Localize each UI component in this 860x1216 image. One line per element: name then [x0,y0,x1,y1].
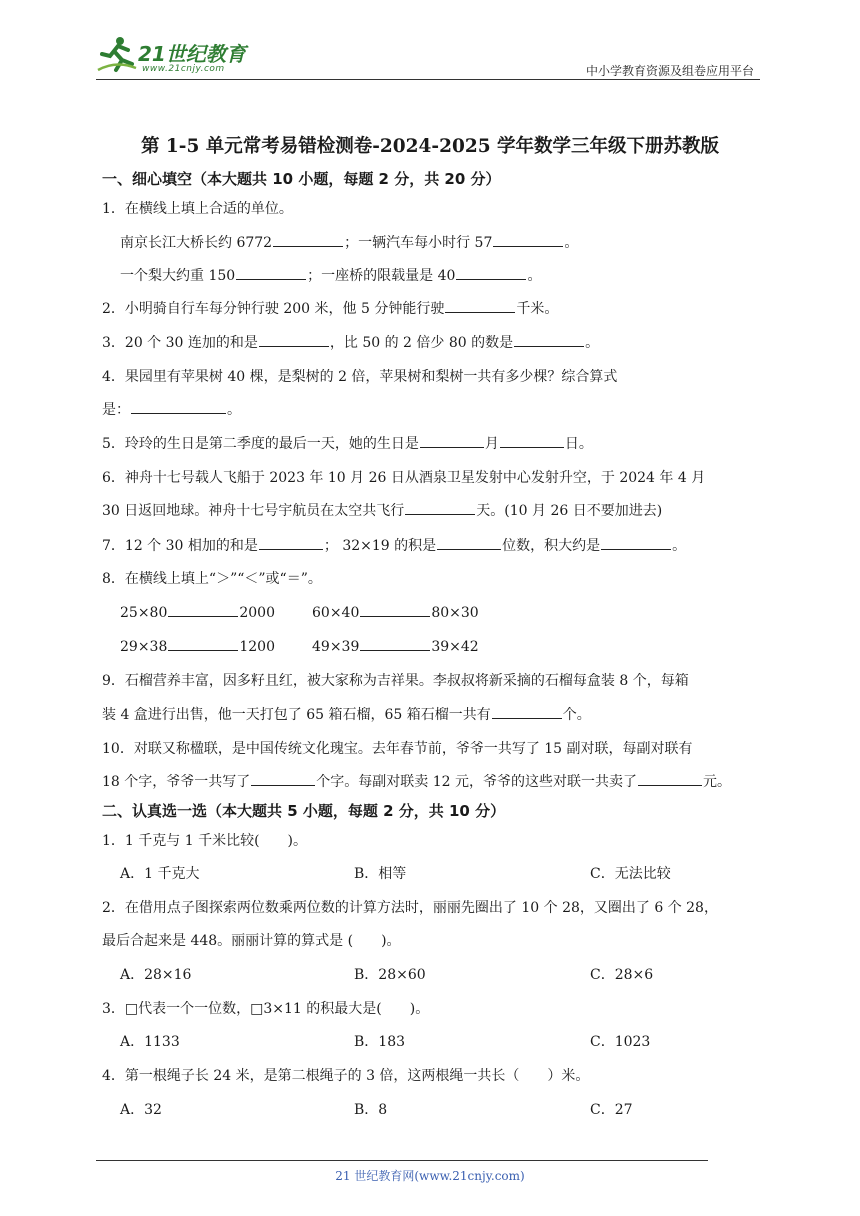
footer-link[interactable]: 21 世纪教育网(www.21cnjy.com) [335,1169,525,1183]
q2-3-stem: 3．□代表一个一位数，□3×11 的积最大是( )。 [102,1001,430,1017]
q2-2-line2: 最后合起来是 448。丽丽计算的算式是 ( )。 [102,933,401,949]
answer-blank[interactable] [168,602,238,617]
answer-blank[interactable] [514,332,584,347]
q2-3-option-c[interactable]: C．1023 [590,1034,651,1050]
q1-4-answer: 是： 。 [102,399,241,419]
q2-1-stem: 1．1 千克与 1 千米比较( )。 [102,833,307,849]
q1-7: 7．12 个 30 相加的和是 ； 32×19 的积是 位数，积大约是 。 [102,535,686,555]
q2-1-option-c[interactable]: C．无法比较 [590,866,671,882]
logo [96,34,266,78]
answer-blank[interactable] [273,232,343,247]
footer-divider [96,1160,708,1161]
q2-2-option-c[interactable]: C．28×6 [590,967,654,983]
answer-blank[interactable] [492,704,562,719]
q2-3-option-a[interactable]: A．1133 [120,1034,180,1050]
section-1-heading: 一、细心填空（本大题共 10 小题，每题 2 分，共 20 分） [102,170,501,188]
answer-blank[interactable] [405,500,475,515]
q1-2: 2．小明骑自行车每分钟行驶 200 米，他 5 分钟能行驶 千米。 [102,298,558,318]
q2-3-option-b[interactable]: B．183 [354,1034,406,1050]
answer-blank[interactable] [420,433,484,448]
q1-1-line2: 一个梨大约重 150 ；一座桥的限载量是 40 。 [120,265,541,285]
answer-blank[interactable] [493,232,563,247]
page-header [96,32,760,78]
answer-blank[interactable] [456,265,526,280]
q1-1-line1: 南京长江大桥长约 6772 ；一辆汽车每小时行 57 。 [120,232,578,252]
q1-9-line1: 9．石榴营养丰富，因多籽且红，被大家称为吉祥果。李叔叔将新采摘的石榴每盒装 8 个，每箱 [102,673,689,689]
q1-10-line1: 10．对联又称楹联，是中国传统文化瑰宝。去年春节前，爷爷一共写了 15 副对联，每副对联有 [102,741,693,757]
answer-blank[interactable] [601,535,671,550]
q1-8-row1b: 60×40 80×30 [312,602,479,621]
answer-blank[interactable] [445,298,515,313]
q2-2-line1: 2．在借用点子图探索两位数乘两位数的计算方法时，丽丽先圈出了 10 个 28，又圈出了 6 个 28， [102,900,718,916]
answer-blank[interactable] [131,399,226,414]
q1-6-line1: 6．神舟十七号载人飞船于 2023 年 10 月 26 日从酒泉卫星发射中心发射升空，于 2024 年 4 月 [102,470,706,486]
answer-blank[interactable] [259,332,329,347]
page-title: 第 1-5 单元常考易错检测卷-2024-2025 学年数学三年级下册苏教版 [140,136,720,157]
answer-blank[interactable] [638,771,702,786]
answer-blank[interactable] [437,535,501,550]
q2-4-option-a[interactable]: A．32 [120,1102,162,1118]
q2-4-option-b[interactable]: B．8 [354,1102,388,1118]
answer-blank[interactable] [168,636,238,651]
answer-blank[interactable] [251,771,315,786]
q1-4-stem: 4．果园里有苹果树 40 棵，是梨树的 2 倍，苹果树和梨树一共有多少棵？综合算式 [102,369,618,385]
q2-2-option-a[interactable]: A．28×16 [120,967,192,983]
q1-8-row2b: 49×39 39×42 [312,636,479,655]
q1-8-stem: 8．在横线上填上“＞”“＜”或“＝”。 [102,571,322,587]
q1-9-line2: 装 4 盒进行出售，他一天打包了 65 箱石榴，65 箱石榴一共有 个。 [102,704,591,724]
q1-8-row1: 25×80 2000 [120,602,275,621]
q1-6-line2: 30 日返回地球。神舟十七号宇航员在太空共飞行 天。(10 月 26 日不要加进去) [102,500,662,520]
q2-4-stem: 4．第一根绳子长 24 米，是第二根绳子的 3 倍，这两根绳一共长（ ）米。 [102,1068,590,1084]
q1-1-stem: 1．在横线上填上合适的单位。 [102,201,293,217]
answer-blank[interactable] [259,535,323,550]
q2-4-option-c[interactable]: C．27 [590,1102,633,1118]
header-divider [96,79,760,80]
q2-1-option-a[interactable]: A．1 千克大 [120,866,200,882]
runner-logo-icon [96,34,140,78]
answer-blank[interactable] [500,433,564,448]
logo-url: www.21cnjy.com [142,64,225,74]
section-2-heading: 二、认真选一选（本大题共 5 小题，每题 2 分，共 10 分） [102,802,506,820]
platform-name: 中小学教育资源及组卷应用平台 [585,64,754,78]
logo-text: 21世纪教育 [138,42,246,66]
answer-blank[interactable] [236,265,306,280]
q2-2-option-b[interactable]: B．28×60 [354,967,426,983]
q1-8-row2: 29×38 1200 [120,636,275,655]
q1-3: 3．20 个 30 连加的和是 ，比 50 的 2 倍少 80 的数是 。 [102,332,599,352]
answer-blank[interactable] [360,602,430,617]
q1-5: 5．玲玲的生日是第二季度的最后一天，她的生日是 月 日。 [102,433,593,453]
answer-blank[interactable] [360,636,430,651]
q1-10-line2: 18 个字，爷爷一共写了 个字。每副对联卖 12 元，爷爷的这些对联一共卖了 元。 [102,771,731,791]
q2-1-option-b[interactable]: B．相等 [354,866,407,882]
